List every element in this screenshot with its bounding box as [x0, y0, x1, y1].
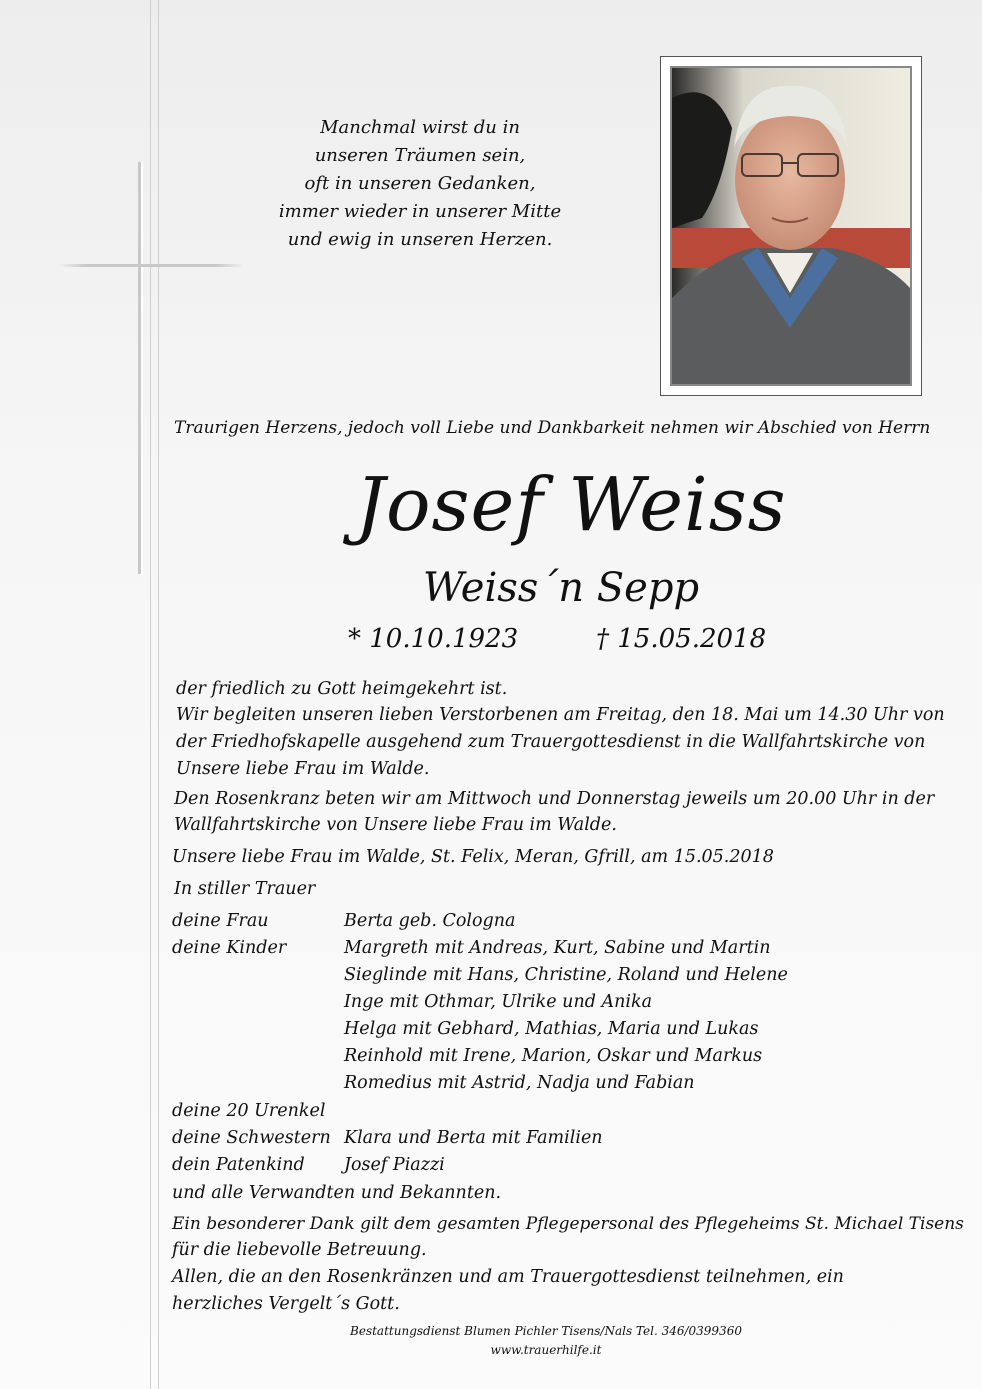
family-value: Klara und Berta mit Familien [344, 1128, 603, 1148]
closing-line: und alle Verwandten und Bekannten. [172, 1183, 502, 1203]
poem-line: immer wieder in unserer Mitte [278, 201, 562, 222]
family-label: deine Kinder [172, 938, 287, 958]
poem-line: oft in unseren Gedanken, [304, 173, 536, 194]
family-label: dein Patenkind [172, 1155, 305, 1175]
family-value: Inge mit Othmar, Ulrike und Anika [344, 992, 653, 1012]
decorative-line [150, 0, 151, 1389]
family-label: deine 20 Urenkel [172, 1101, 326, 1121]
family-value: Sieglinde mit Hans, Christine, Roland und Helene [344, 965, 788, 985]
closing-line: Allen, die an den Rosenkränzen und am Trauergottesdienst teilnehmen, ein [172, 1267, 844, 1287]
closing-line: herzliches Vergelt´s Gott. [172, 1294, 400, 1314]
family-value: Romedius mit Astrid, Nadja und Fabian [344, 1073, 695, 1093]
family-value: Helga mit Gebhard, Mathias, Maria und Lukas [344, 1019, 759, 1039]
body-line: Unsere liebe Frau im Walde, St. Felix, Meran, Gfrill, am 15.05.2018 [172, 847, 774, 867]
body-line: der friedlich zu Gott heimgekehrt ist. [176, 679, 508, 699]
birth-date: * 10.10.1923 [348, 624, 519, 654]
intro-text: Traurigen Herzens, jedoch voll Liebe und Dankbarkeit nehmen wir Abschied von Herrn [174, 418, 931, 438]
family-label: deine Frau [172, 911, 269, 931]
body-line: In stiller Trauer [174, 879, 316, 899]
cross-bar [58, 264, 244, 267]
body-line: Wallfahrtskirche von Unsere liebe Frau im Walde. [174, 815, 617, 835]
deceased-name: Josef Weiss [355, 462, 787, 548]
family-value: Margreth mit Andreas, Kurt, Sabine und Martin [344, 938, 771, 958]
deceased-nickname: Weiss´n Sepp [422, 565, 700, 611]
poem [240, 114, 600, 254]
death-date: † 15.05.2018 [596, 624, 767, 654]
body-line: Unsere liebe Frau im Walde. [176, 759, 430, 779]
family-label: deine Schwestern [172, 1128, 331, 1148]
poem-line: und ewig in unseren Herzen. [287, 229, 553, 250]
body-line: Wir begleiten unseren lieben Verstorbenen am Freitag, den 18. Mai um 14.30 Uhr von [176, 705, 945, 725]
decorative-line [158, 0, 159, 1389]
portrait-photo [670, 66, 912, 386]
body-line: Den Rosenkranz beten wir am Mittwoch und Donnerstag jeweils um 20.00 Uhr in der [174, 789, 935, 809]
footer-company: Bestattungsdienst Blumen Pichler Tisens/Nals Tel. 346/0399360 [350, 1324, 742, 1338]
closing-line: für die liebevolle Betreuung. [172, 1240, 427, 1260]
family-value: Berta geb. Cologna [344, 911, 516, 931]
closing-line: Ein besonderer Dank gilt dem gesamten Pflegepersonal des Pflegeheims St. Michael Tisens [172, 1214, 964, 1234]
body-line: der Friedhofskapelle ausgehend zum Trauergottesdienst in die Wallfahrtskirche von [176, 732, 926, 752]
family-value: Josef Piazzi [344, 1155, 445, 1175]
poem-line: unseren Träumen sein, [314, 145, 526, 166]
family-value: Reinhold mit Irene, Marion, Oskar und Markus [344, 1046, 763, 1066]
portrait-frame [660, 56, 922, 396]
poem-line: Manchmal wirst du in [320, 117, 520, 138]
footer-website[interactable]: www.trauerhilfe.it [490, 1343, 602, 1357]
